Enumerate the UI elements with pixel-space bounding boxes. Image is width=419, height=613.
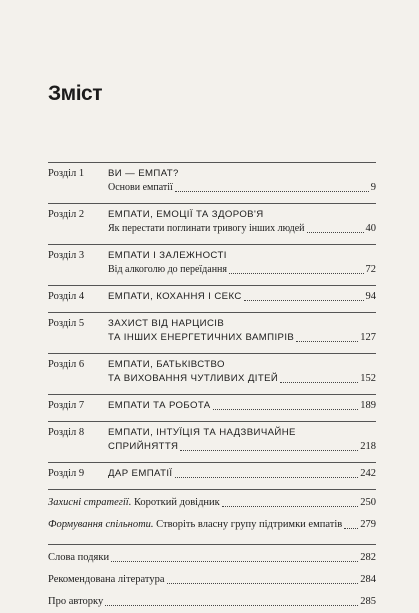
chapter-heading: ЕМПАТИ, КОХАННЯ І СЕКС xyxy=(108,291,242,302)
backmatter-row xyxy=(48,551,376,565)
backmatter-line-page-number: 282 xyxy=(360,552,376,563)
chapter-entry xyxy=(48,281,376,308)
backmatter-line-text xyxy=(48,595,103,609)
chapter-label: Розділ 7 xyxy=(48,400,85,411)
chapter-heading-line xyxy=(108,290,376,304)
chapter-subtitle-line-page-number: 9 xyxy=(370,182,376,193)
page-title: Зміст xyxy=(48,82,102,105)
chapter-body xyxy=(108,208,376,236)
chapter-body xyxy=(108,249,376,277)
chapter-entry xyxy=(48,158,376,199)
chapter-heading-line-page-number: 242 xyxy=(360,468,376,479)
appendix-line-text xyxy=(48,496,220,510)
chapter-body xyxy=(108,467,376,481)
chapter-heading-line xyxy=(108,399,376,413)
chapter-body xyxy=(108,317,376,345)
appendix-line xyxy=(48,496,376,510)
backmatter-section xyxy=(48,540,376,613)
table-of-contents xyxy=(48,158,376,613)
chapter-row xyxy=(48,317,376,345)
chapter-heading-line-text xyxy=(108,467,173,481)
chapter-heading-line-page-number: 218 xyxy=(360,441,376,452)
chapter-heading: ЗАХИСТ ВІД НАРЦИСІВ xyxy=(108,318,225,329)
backmatter-line xyxy=(48,595,376,609)
appendix-line-page-number: 279 xyxy=(360,519,376,530)
chapter-row xyxy=(48,290,376,304)
chapter-subtitle: Як перестати поглинати тривогу інших людей xyxy=(108,223,305,234)
chapter-label: Розділ 8 xyxy=(48,427,85,438)
chapter-subtitle-line-leader xyxy=(229,273,363,274)
chapter-label: Розділ 1 xyxy=(48,168,85,179)
chapter-heading: ЕМПАТИ, ІНТУЇЦІЯ ТА НАДЗВИЧАЙНЕ xyxy=(108,427,296,438)
chapter-subtitle-line xyxy=(108,222,376,236)
chapter-label: Розділ 5 xyxy=(48,318,85,329)
backmatter-row xyxy=(48,573,376,587)
chapter-heading-line-text xyxy=(108,399,211,413)
chapter-label: Розділ 4 xyxy=(48,291,85,302)
backmatter-title: Про авторку xyxy=(48,596,104,607)
appendix-section xyxy=(48,485,376,536)
backmatter-line-leader xyxy=(105,605,358,606)
chapter-heading: ЕМПАТИ, ЕМОЦІЇ ТА ЗДОРОВ'Я xyxy=(108,209,264,220)
chapter-heading-line-leader xyxy=(280,382,358,383)
appendix-italic-title: Формування спільноти. xyxy=(48,519,154,530)
backmatter-title: Рекомендована література xyxy=(48,574,165,585)
chapter-heading-line-leader xyxy=(213,409,359,410)
chapter-heading: ЕМПАТИ, БАТЬКІВСТВО xyxy=(108,359,225,370)
chapter-subtitle-line-leader xyxy=(307,232,364,233)
chapter-row xyxy=(48,467,376,481)
appendix-line-leader xyxy=(344,528,358,529)
chapter-body xyxy=(108,399,376,413)
chapter-body xyxy=(108,426,376,454)
separator-line xyxy=(48,353,376,354)
backmatter-line-leader xyxy=(111,561,358,562)
chapter-heading-line-text xyxy=(108,290,242,304)
chapter-row xyxy=(48,399,376,413)
chapter-subtitle-line-text xyxy=(108,263,227,277)
chapter-subtitle-line-text xyxy=(108,222,305,236)
chapter-subtitle-line-leader xyxy=(175,191,369,192)
chapter-heading-line-page-number: 94 xyxy=(365,291,376,302)
chapter-entry xyxy=(48,240,376,281)
backmatter-line-leader xyxy=(167,583,359,584)
chapter-heading: ЕМПАТИ І ЗАЛЕЖНОСТІ xyxy=(108,250,227,261)
chapter-heading: ДАР ЕМПАТІЇ xyxy=(108,468,173,479)
chapter-label: Розділ 6 xyxy=(48,359,85,370)
separator-line xyxy=(48,489,376,490)
chapter-heading: ВИ — ЕМПАТ? xyxy=(108,168,179,179)
appendix-italic-title: Захисні стратегії. xyxy=(48,497,132,508)
appendix-rest-title: Створіть власну групу підтримки емпатів xyxy=(153,519,343,530)
chapter-row xyxy=(48,208,376,236)
chapter-heading-line-page-number: 127 xyxy=(360,332,376,343)
chapter-heading-line-text xyxy=(108,440,178,454)
appendix-line xyxy=(48,518,376,532)
appendix-rest-title: Короткий довідник xyxy=(131,497,220,508)
appendix-line-leader xyxy=(222,506,359,507)
chapter-heading-line xyxy=(108,467,376,481)
chapter-heading-line xyxy=(108,372,376,386)
chapter-body xyxy=(108,290,376,304)
backmatter-line-text xyxy=(48,551,109,565)
separator-line xyxy=(48,203,376,204)
separator-line xyxy=(48,462,376,463)
chapter-heading-line-page-number: 189 xyxy=(360,400,376,411)
chapter-heading-line-text xyxy=(108,331,294,345)
chapter-row xyxy=(48,358,376,386)
chapter-subtitle-line-page-number: 72 xyxy=(365,264,376,275)
chapter-heading-line-leader xyxy=(175,477,359,478)
chapter-heading-line-text xyxy=(108,372,278,386)
backmatter-line xyxy=(48,551,376,565)
chapter-heading-line-leader xyxy=(244,300,364,301)
chapter-subtitle: Основи емпатії xyxy=(108,182,173,193)
chapter-subtitle-line-text xyxy=(108,181,173,195)
backmatter-line-page-number: 284 xyxy=(360,574,376,585)
appendix-row xyxy=(48,518,376,532)
chapter-row xyxy=(48,249,376,277)
chapter-heading: ТА ВИХОВАННЯ ЧУТЛИВИХ ДІТЕЙ xyxy=(108,373,279,384)
chapter-label: Розділ 3 xyxy=(48,250,85,261)
chapter-heading-line xyxy=(108,440,376,454)
chapter-entry xyxy=(48,390,376,417)
separator-line xyxy=(48,421,376,422)
appendix-line-page-number: 250 xyxy=(360,497,376,508)
separator-line xyxy=(48,244,376,245)
backmatter-line-page-number: 285 xyxy=(360,596,376,607)
chapter-label: Розділ 2 xyxy=(48,209,85,220)
chapter-heading-line xyxy=(108,331,376,345)
chapter-subtitle: Від алкоголю до переїдання xyxy=(108,264,228,275)
backmatter-line-text xyxy=(48,573,165,587)
chapter-entry xyxy=(48,308,376,349)
separator-line xyxy=(48,312,376,313)
chapter-heading: ТА ІНШИХ ЕНЕРГЕТИЧНИХ ВАМПІРІВ xyxy=(108,332,295,343)
chapter-heading: СПРИЙНЯТТЯ xyxy=(108,441,179,452)
separator-line xyxy=(48,162,376,163)
chapter-row xyxy=(48,167,376,195)
chapter-body xyxy=(108,358,376,386)
appendix-line-text xyxy=(48,518,342,532)
chapter-subtitle-line xyxy=(108,181,376,195)
appendix-row xyxy=(48,496,376,510)
separator-line xyxy=(48,544,376,545)
chapter-heading-line-leader xyxy=(180,450,358,451)
chapter-heading-line-page-number: 152 xyxy=(360,373,376,384)
chapter-subtitle-line xyxy=(108,263,376,277)
backmatter-title: Слова подяки xyxy=(48,552,110,563)
chapter-subtitle-line-page-number: 40 xyxy=(365,223,376,234)
chapter-row xyxy=(48,426,376,454)
chapter-entry xyxy=(48,349,376,390)
chapter-entry xyxy=(48,458,376,485)
separator-line xyxy=(48,285,376,286)
chapter-heading-line-leader xyxy=(296,341,358,342)
chapter-entry xyxy=(48,199,376,240)
separator-line xyxy=(48,394,376,395)
chapter-heading: ЕМПАТИ ТА РОБОТА xyxy=(108,400,211,411)
backmatter-row xyxy=(48,595,376,609)
backmatter-line xyxy=(48,573,376,587)
chapter-label: Розділ 9 xyxy=(48,468,85,479)
chapter-entry xyxy=(48,417,376,458)
chapter-body xyxy=(108,167,376,195)
